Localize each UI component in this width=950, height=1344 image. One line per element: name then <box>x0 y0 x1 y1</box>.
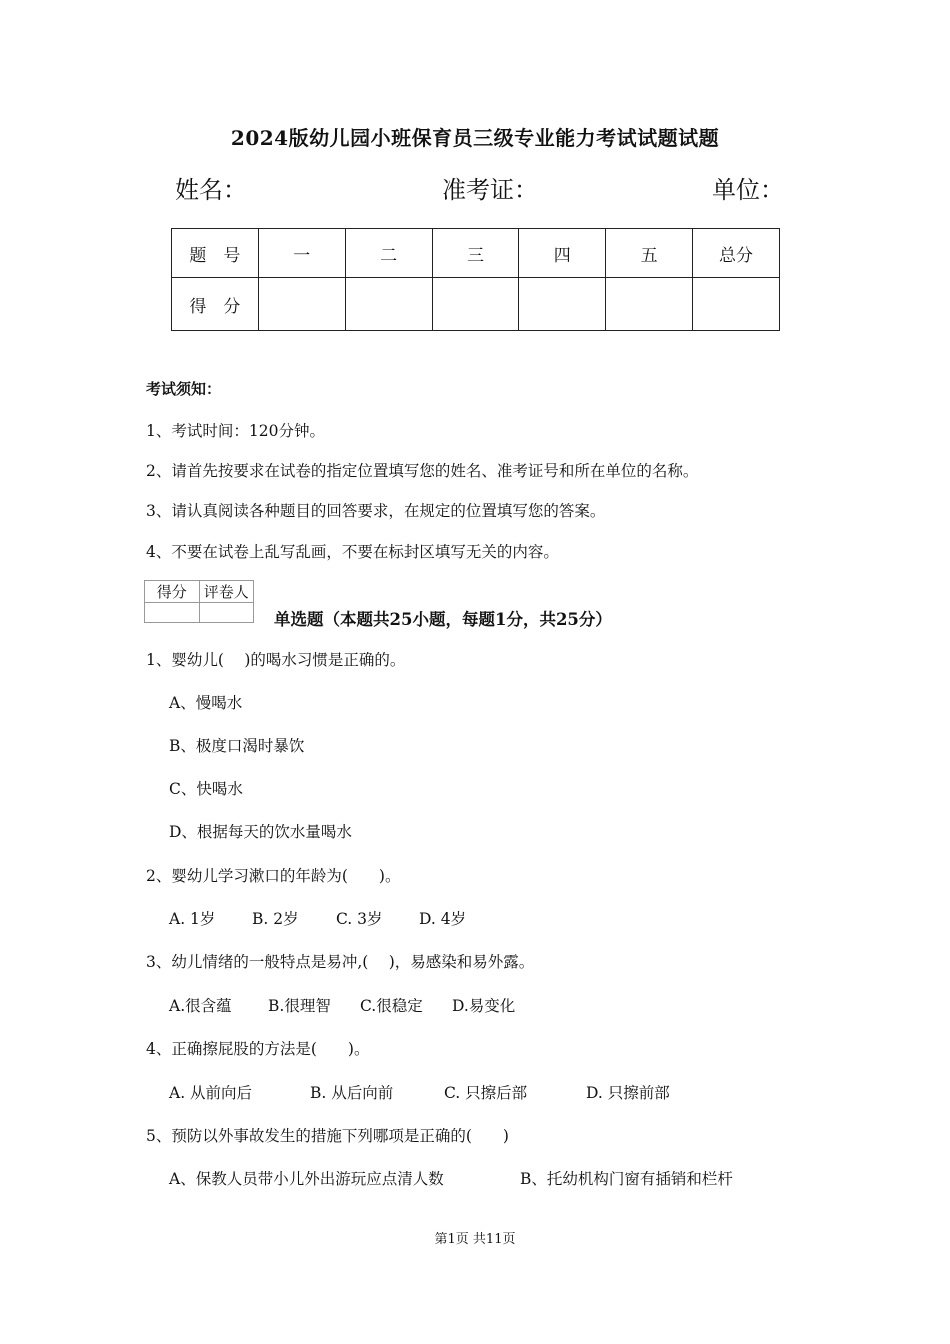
question-option: B. 从后向前 <box>310 1084 394 1102</box>
score-table-header-row <box>172 229 780 278</box>
exam-id-label: 准考证： <box>442 176 538 204</box>
question-option: A. 1岁 <box>169 910 216 928</box>
score-row-label: 得 分 <box>172 278 259 331</box>
question-option: B.很理智 <box>268 997 331 1015</box>
score-cell[interactable] <box>345 278 432 331</box>
grader-table <box>144 580 254 623</box>
grader-reviewer-cell[interactable] <box>199 603 254 623</box>
header-cell-4: 四 <box>519 229 606 278</box>
question-option: C.很稳定 <box>360 997 423 1015</box>
document-title: 2024版幼儿园小班保育员三级专业能力考试试题试题 <box>230 126 720 150</box>
score-cell[interactable] <box>693 278 780 331</box>
grader-score-label: 得分 <box>145 581 200 603</box>
question-option: C、快喝水 <box>169 780 243 798</box>
grader-score-cell[interactable] <box>145 603 200 623</box>
unit-label: 单位： <box>712 176 784 204</box>
question-option: D、根据每天的饮水量喝水 <box>169 823 352 841</box>
header-cell-3: 三 <box>432 229 519 278</box>
header-cell-total: 总分 <box>693 229 780 278</box>
question-option: A、慢喝水 <box>169 694 243 712</box>
question-option: D. 只擦前部 <box>586 1084 670 1102</box>
question-option: A. 从前向后 <box>169 1084 253 1102</box>
notice-item: 2、请首先按要求在试卷的指定位置填写您的姓名、准考证号和所在单位的名称。 <box>146 462 699 480</box>
score-cell[interactable] <box>258 278 345 331</box>
question-stem: 5、预防以外事故发生的措施下列哪项是正确的( ) <box>146 1127 509 1145</box>
score-cell[interactable] <box>606 278 693 331</box>
question-stem: 1、婴幼儿( )的喝水习惯是正确的。 <box>146 651 406 669</box>
header-cell-1: 一 <box>258 229 345 278</box>
question-option: B、托幼机构门窗有插销和栏杆 <box>520 1170 733 1188</box>
question-stem: 2、婴幼儿学习漱口的年龄为( )。 <box>146 867 401 885</box>
name-label: 姓名： <box>175 176 247 204</box>
notice-item: 1、考试时间：120分钟。 <box>146 422 325 440</box>
question-stem: 4、正确擦屁股的方法是( )。 <box>146 1040 370 1058</box>
section-heading: 单选题（本题共25小题，每题1分，共25分） <box>274 610 612 629</box>
question-stem: 3、幼儿情绪的一般特点是易冲,( )，易感染和易外露。 <box>146 953 535 971</box>
header-cell-2: 二 <box>345 229 432 278</box>
score-table <box>171 228 780 331</box>
page-footer: 第1页 共11页 <box>434 1232 516 1247</box>
question-option: C. 只擦后部 <box>444 1084 528 1102</box>
question-option: C. 3岁 <box>336 910 383 928</box>
question-option: B. 2岁 <box>252 910 299 928</box>
question-option: B、极度口渴时暴饮 <box>169 737 305 755</box>
score-table-score-row <box>172 278 780 331</box>
question-option: A、保教人员带小儿外出游玩应点清人数 <box>169 1170 444 1188</box>
notice-item: 4、不要在试卷上乱写乱画，不要在标封区填写无关的内容。 <box>146 543 559 561</box>
question-option: D.易变化 <box>452 997 516 1015</box>
question-option: D. 4岁 <box>419 910 467 928</box>
score-cell[interactable] <box>432 278 519 331</box>
notice-item: 3、请认真阅读各种题目的回答要求，在规定的位置填写您的答案。 <box>146 502 606 520</box>
header-cell-question-no: 题 号 <box>172 229 259 278</box>
grader-reviewer-label: 评卷人 <box>199 581 254 603</box>
notice-heading: 考试须知： <box>146 380 222 398</box>
question-option: A.很含蕴 <box>169 997 232 1015</box>
score-cell[interactable] <box>519 278 606 331</box>
header-cell-5: 五 <box>606 229 693 278</box>
